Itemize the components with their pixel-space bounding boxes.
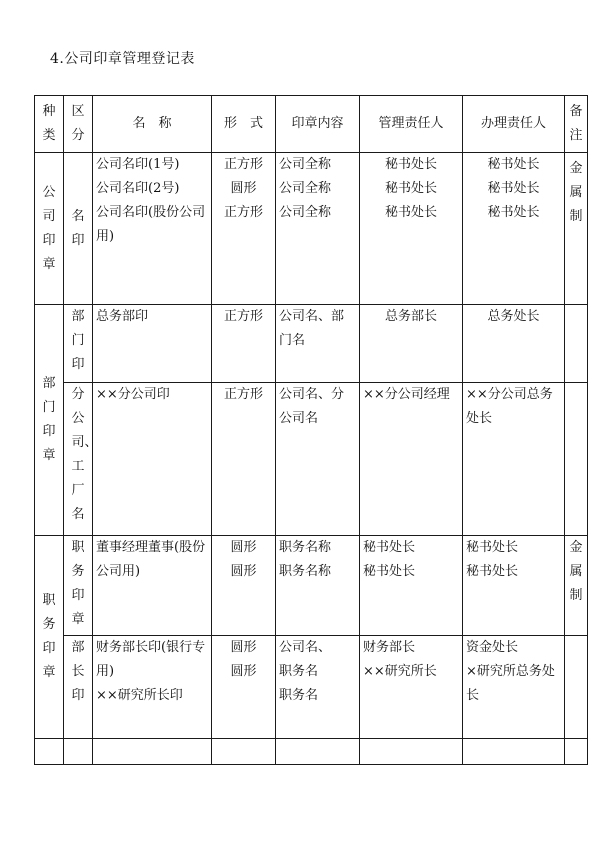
table-row <box>35 636 588 739</box>
table-row <box>35 153 588 305</box>
note-cell <box>565 636 588 739</box>
seal-form-cell: 正方形 圆形 正方形 <box>212 153 276 305</box>
header-content: 印章内容 <box>276 96 360 153</box>
header-note: 备注 <box>565 96 588 153</box>
empty-cell <box>64 739 93 765</box>
empty-row <box>35 739 588 765</box>
empty-cell <box>212 739 276 765</box>
handler-cell: ××分公司总务处长 <box>463 383 565 536</box>
header-handler: 办理责任人 <box>463 96 565 153</box>
seal-content-cell: 公司名、分公司名 <box>276 383 360 536</box>
empty-cell <box>565 739 588 765</box>
manager-cell: 秘书处长 秘书处长 秘书处长 <box>360 153 463 305</box>
seal-name-cell: 财务部长印(银行专用) ××研究所长印 <box>93 636 212 739</box>
header-name: 名 称 <box>93 96 212 153</box>
empty-cell <box>276 739 360 765</box>
handler-cell: 总务处长 <box>463 305 565 383</box>
seal-form-cell: 圆形 圆形 <box>212 636 276 739</box>
seal-form-cell: 正方形 <box>212 383 276 536</box>
empty-cell <box>35 739 64 765</box>
manager-cell: 财务部长 ××研究所长 <box>360 636 463 739</box>
header-section: 区分 <box>64 96 93 153</box>
header-kind: 种类 <box>35 96 64 153</box>
seal-name-cell: 董事经理董事(股份公司用) <box>93 536 212 636</box>
empty-cell <box>463 739 565 765</box>
section-name-seal: 名印 <box>64 153 93 305</box>
seal-name-cell: 总务部印 <box>93 305 212 383</box>
note-cell <box>565 383 588 536</box>
header-row <box>35 96 588 153</box>
manager-cell: ××分公司经理 <box>360 383 463 536</box>
note-cell: 金属制 <box>565 153 588 305</box>
handler-cell: 资金处长 ×研究所总务处长 <box>463 636 565 739</box>
seal-content-cell: 公司全称 公司全称 公司全称 <box>276 153 360 305</box>
table-row <box>35 536 588 636</box>
handler-cell: 秘书处长 秘书处长 秘书处长 <box>463 153 565 305</box>
manager-cell: 秘书处长 秘书处长 <box>360 536 463 636</box>
section-director-seal: 部长印 <box>64 636 93 739</box>
section-position-seal: 职务印章 <box>64 536 93 636</box>
empty-cell <box>93 739 212 765</box>
seal-name-cell: ××分公司印 <box>93 383 212 536</box>
empty-cell <box>360 739 463 765</box>
section-branch-factory: 分公司、工厂名 <box>64 383 93 536</box>
header-form: 形 式 <box>212 96 276 153</box>
seal-content-cell: 公司名、部门名 <box>276 305 360 383</box>
kind-department-seal: 部门印章 <box>35 305 64 536</box>
seal-form-cell: 正方形 <box>212 305 276 383</box>
header-manager: 管理责任人 <box>360 96 463 153</box>
note-cell: 金属制 <box>565 536 588 636</box>
seal-register-table <box>34 95 588 765</box>
table-row <box>35 305 588 383</box>
document-title: 4.公司印章管理登记表 <box>50 51 195 67</box>
handler-cell: 秘书处长 秘书处长 <box>463 536 565 636</box>
seal-name-cell: 公司名印(1号) 公司名印(2号) 公司名印(股份公司用) <box>93 153 212 305</box>
kind-company-seal: 公司印章 <box>35 153 64 305</box>
kind-position-seal: 职务印章 <box>35 536 64 739</box>
seal-content-cell: 公司名、 职务名 职务名 <box>276 636 360 739</box>
seal-content-cell: 职务名称 职务名称 <box>276 536 360 636</box>
table-row <box>35 383 588 536</box>
manager-cell: 总务部长 <box>360 305 463 383</box>
section-department-seal: 部门印 <box>64 305 93 383</box>
seal-form-cell: 圆形 圆形 <box>212 536 276 636</box>
note-cell <box>565 305 588 383</box>
